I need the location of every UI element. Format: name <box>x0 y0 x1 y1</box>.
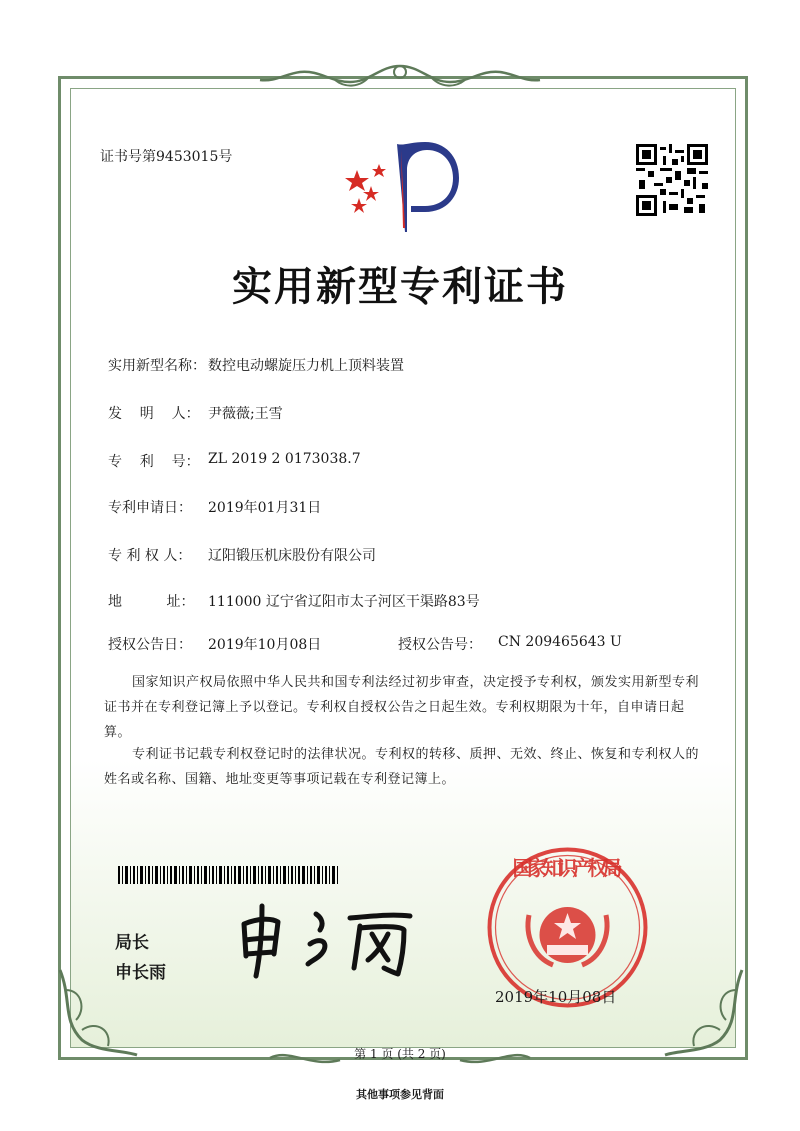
filing-date-value: 2019年01月31日 <box>208 500 322 516</box>
inventor-value: 尹薇薇;王雪 <box>208 406 283 422</box>
seal-date: 2019年10月08日 <box>495 988 617 1006</box>
field-label: 授权公告号： <box>398 637 482 653</box>
patentee-row <box>108 545 376 565</box>
certificate-title: 实用新型专利证书 <box>232 263 568 310</box>
patent-number-row <box>108 451 361 471</box>
patentee-value: 辽阳锻压机床股份有限公司 <box>208 548 376 564</box>
address-row <box>108 591 480 611</box>
director-title: 局长 <box>115 933 149 953</box>
director-name: 申长雨 <box>115 963 166 983</box>
address-value: 111000 辽宁省辽阳市太子河区干渠路83号 <box>208 594 480 610</box>
patent-number-value: ZL 2019 2 0173038.7 <box>208 451 361 467</box>
cnipa-logo <box>345 140 460 235</box>
field-label: 专利申请日： <box>108 500 192 516</box>
qr-code <box>636 144 708 216</box>
field-label: 专 利 权 人： <box>108 548 192 564</box>
certificate-number: 证书号第9453015号 <box>100 149 233 165</box>
filing-date-row <box>108 497 321 517</box>
page-number: 第 1 页 (共 2 页) <box>354 1047 446 1061</box>
body-paragraph: 国家知识产权局依照中华人民共和国专利法经过初步审查，决定授予专利权，颁发实用新型专利证书并在专利登记簿上予以登记。专利权自授权公告之日起生效。专利权期限为十年，自申请日起算。 <box>104 675 700 740</box>
barcode <box>118 866 338 884</box>
field-label: 实用新型名称： <box>108 358 206 374</box>
grant-date-value: 2019年10月08日 <box>208 637 322 653</box>
grant-number-value: CN 209465643 U <box>498 634 622 650</box>
utility-model-name-row <box>108 355 404 375</box>
body-paragraph: 专利证书记载专利权登记时的法律状况。专利权的转移、质押、无效、终止、恢复和专利权人的姓名或名称、国籍、地址变更等事项记载在专利登记簿上。 <box>104 747 700 787</box>
inventor-row <box>108 403 283 423</box>
field-label: 专 利 号： <box>108 454 200 470</box>
field-label: 发 明 人： <box>108 406 200 422</box>
top-ornament <box>250 62 550 92</box>
grant-date-row <box>108 634 622 654</box>
svg-text:国 家 知 识 产 权 局: 国 家 知 识 产 权 局 <box>512 856 623 880</box>
utility-model-name: 数控电动螺旋压力机上顶料装置 <box>208 358 404 374</box>
back-note: 其他事项参见背面 <box>356 1088 444 1101</box>
handwritten-signature <box>232 900 422 980</box>
field-label: 授权公告日： <box>108 637 192 653</box>
field-label: 地 址： <box>108 594 195 610</box>
